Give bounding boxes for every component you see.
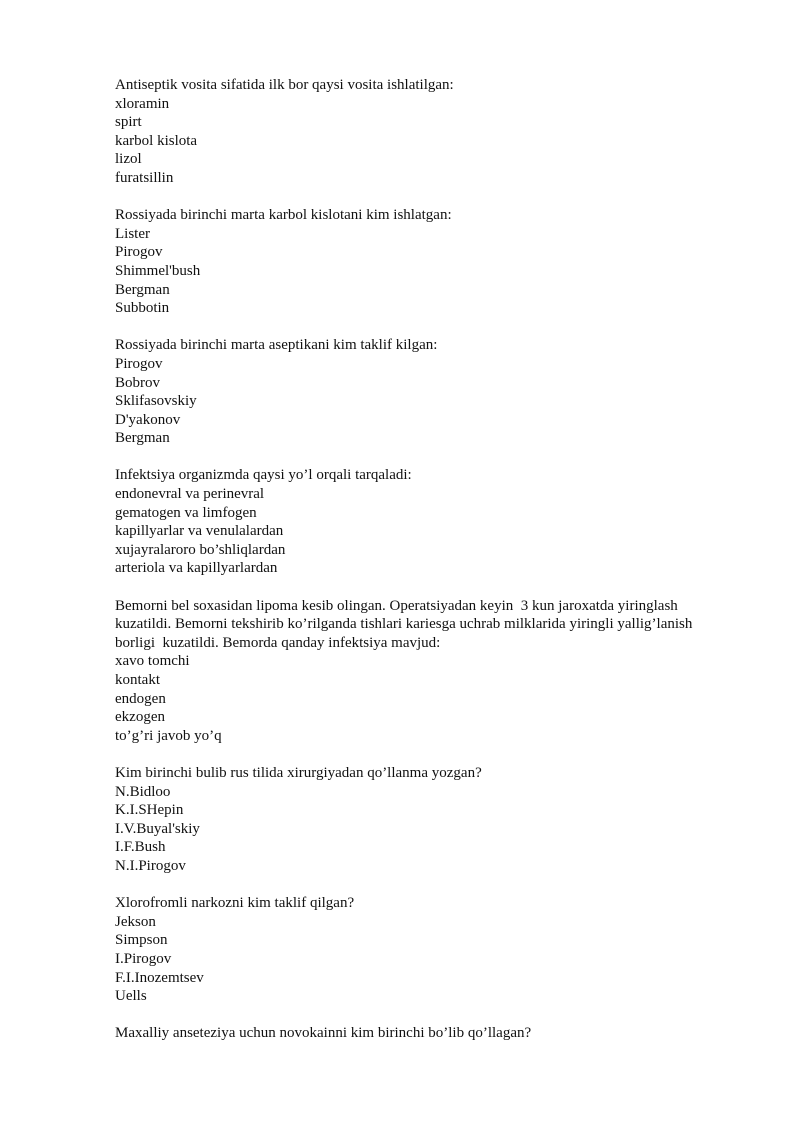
answer-option: I.V.Buyal'skiy [115, 820, 200, 837]
answer-option: Bobrov [115, 374, 160, 391]
answer-option: xujayralaroro bo’shliqlardan [115, 541, 286, 558]
answer-option: Sklifasovskiy [115, 393, 197, 410]
question-text: Antiseptik vosita sifatida ilk bor qaysi vosita ishlatilgan: [115, 77, 454, 93]
answer-option: Uells [115, 988, 147, 1005]
answer-option: endogen [115, 690, 166, 707]
answer-option: to’g’ri javob yo’q [115, 727, 222, 744]
answer-option: D'yakonov [115, 411, 181, 428]
answer-option: arteriola va kapillyarlardan [115, 560, 278, 577]
document-body [115, 76, 765, 1061]
answer-option: Bergman [115, 430, 170, 447]
answer-option: N.I.Pirogov [115, 857, 186, 874]
question-text: Kim birinchi bulib rus tilida xirurgiyadan qo’llanma yozgan? [115, 764, 482, 781]
question-5 [115, 597, 765, 746]
question-text: Infektsiya organizmda qaysi yo’l orqali tarqaladi: [115, 467, 412, 484]
question-4 [115, 466, 765, 578]
answer-option: Subbotin [115, 300, 170, 317]
answer-option: gematogen va limfogen [115, 504, 257, 521]
question-7 [115, 894, 765, 1006]
question-text: Rossiyada birinchi marta aseptikani kim taklif kilgan: [115, 337, 438, 354]
answer-option: Jekson [115, 913, 156, 930]
question-text-line: Bemorni bel soxasidan lipoma kesib olingan. Operatsiyadan keyin 3 kun jaroxatda yiringlash [115, 597, 678, 614]
question-text: Maxalliy anseteziya uchun novokainni kim birinchi bo’lib qo’llagan? [115, 1025, 532, 1042]
answer-option: xloramin [115, 95, 170, 112]
answer-option: Bergman [115, 281, 170, 298]
answer-option: Pirogov [115, 244, 163, 261]
question-text: Xlorofromli narkozni kim taklif qilgan? [115, 895, 355, 912]
answer-option: spirt [115, 114, 142, 131]
answer-option: kontakt [115, 672, 160, 688]
answer-option: xavo tomchi [115, 653, 190, 670]
question-text: Rossiyada birinchi marta karbol kislotani kim ishlatgan: [115, 207, 452, 224]
question-text-line: borligi kuzatildi. Bemorda qanday infektsiya mavjud: [115, 634, 441, 651]
answer-option: N.Bidloo [115, 783, 171, 800]
question-6 [115, 764, 765, 876]
answer-option: karbol kislota [115, 132, 198, 149]
answer-option: ekzogen [115, 709, 165, 726]
answer-option: lizol [115, 151, 142, 168]
question-1 [115, 76, 765, 188]
question-3 [115, 336, 765, 448]
answer-option: I.F.Bush [115, 839, 166, 856]
answer-option: furatsillin [115, 169, 174, 186]
answer-option: F.I.Inozemtsev [115, 969, 204, 986]
answer-option: Lister [115, 225, 150, 242]
answer-option: K.I.SHepin [115, 802, 184, 819]
question-text-line: kuzatildi. Bemorni tekshirib ko’rilganda tishlari kariesga uchrab milklarida yiringli yallig’lanish [115, 616, 693, 633]
answer-option: kapillyarlar va venulalardan [115, 523, 284, 540]
answer-option: I.Pirogov [115, 950, 172, 967]
answer-option: Simpson [115, 932, 168, 949]
answer-option: Shimmel'bush [115, 262, 201, 279]
answer-option: Pirogov [115, 355, 163, 372]
answer-option: endonevral va perinevral [115, 486, 265, 503]
question-2 [115, 206, 765, 318]
question-8 [115, 1024, 765, 1043]
